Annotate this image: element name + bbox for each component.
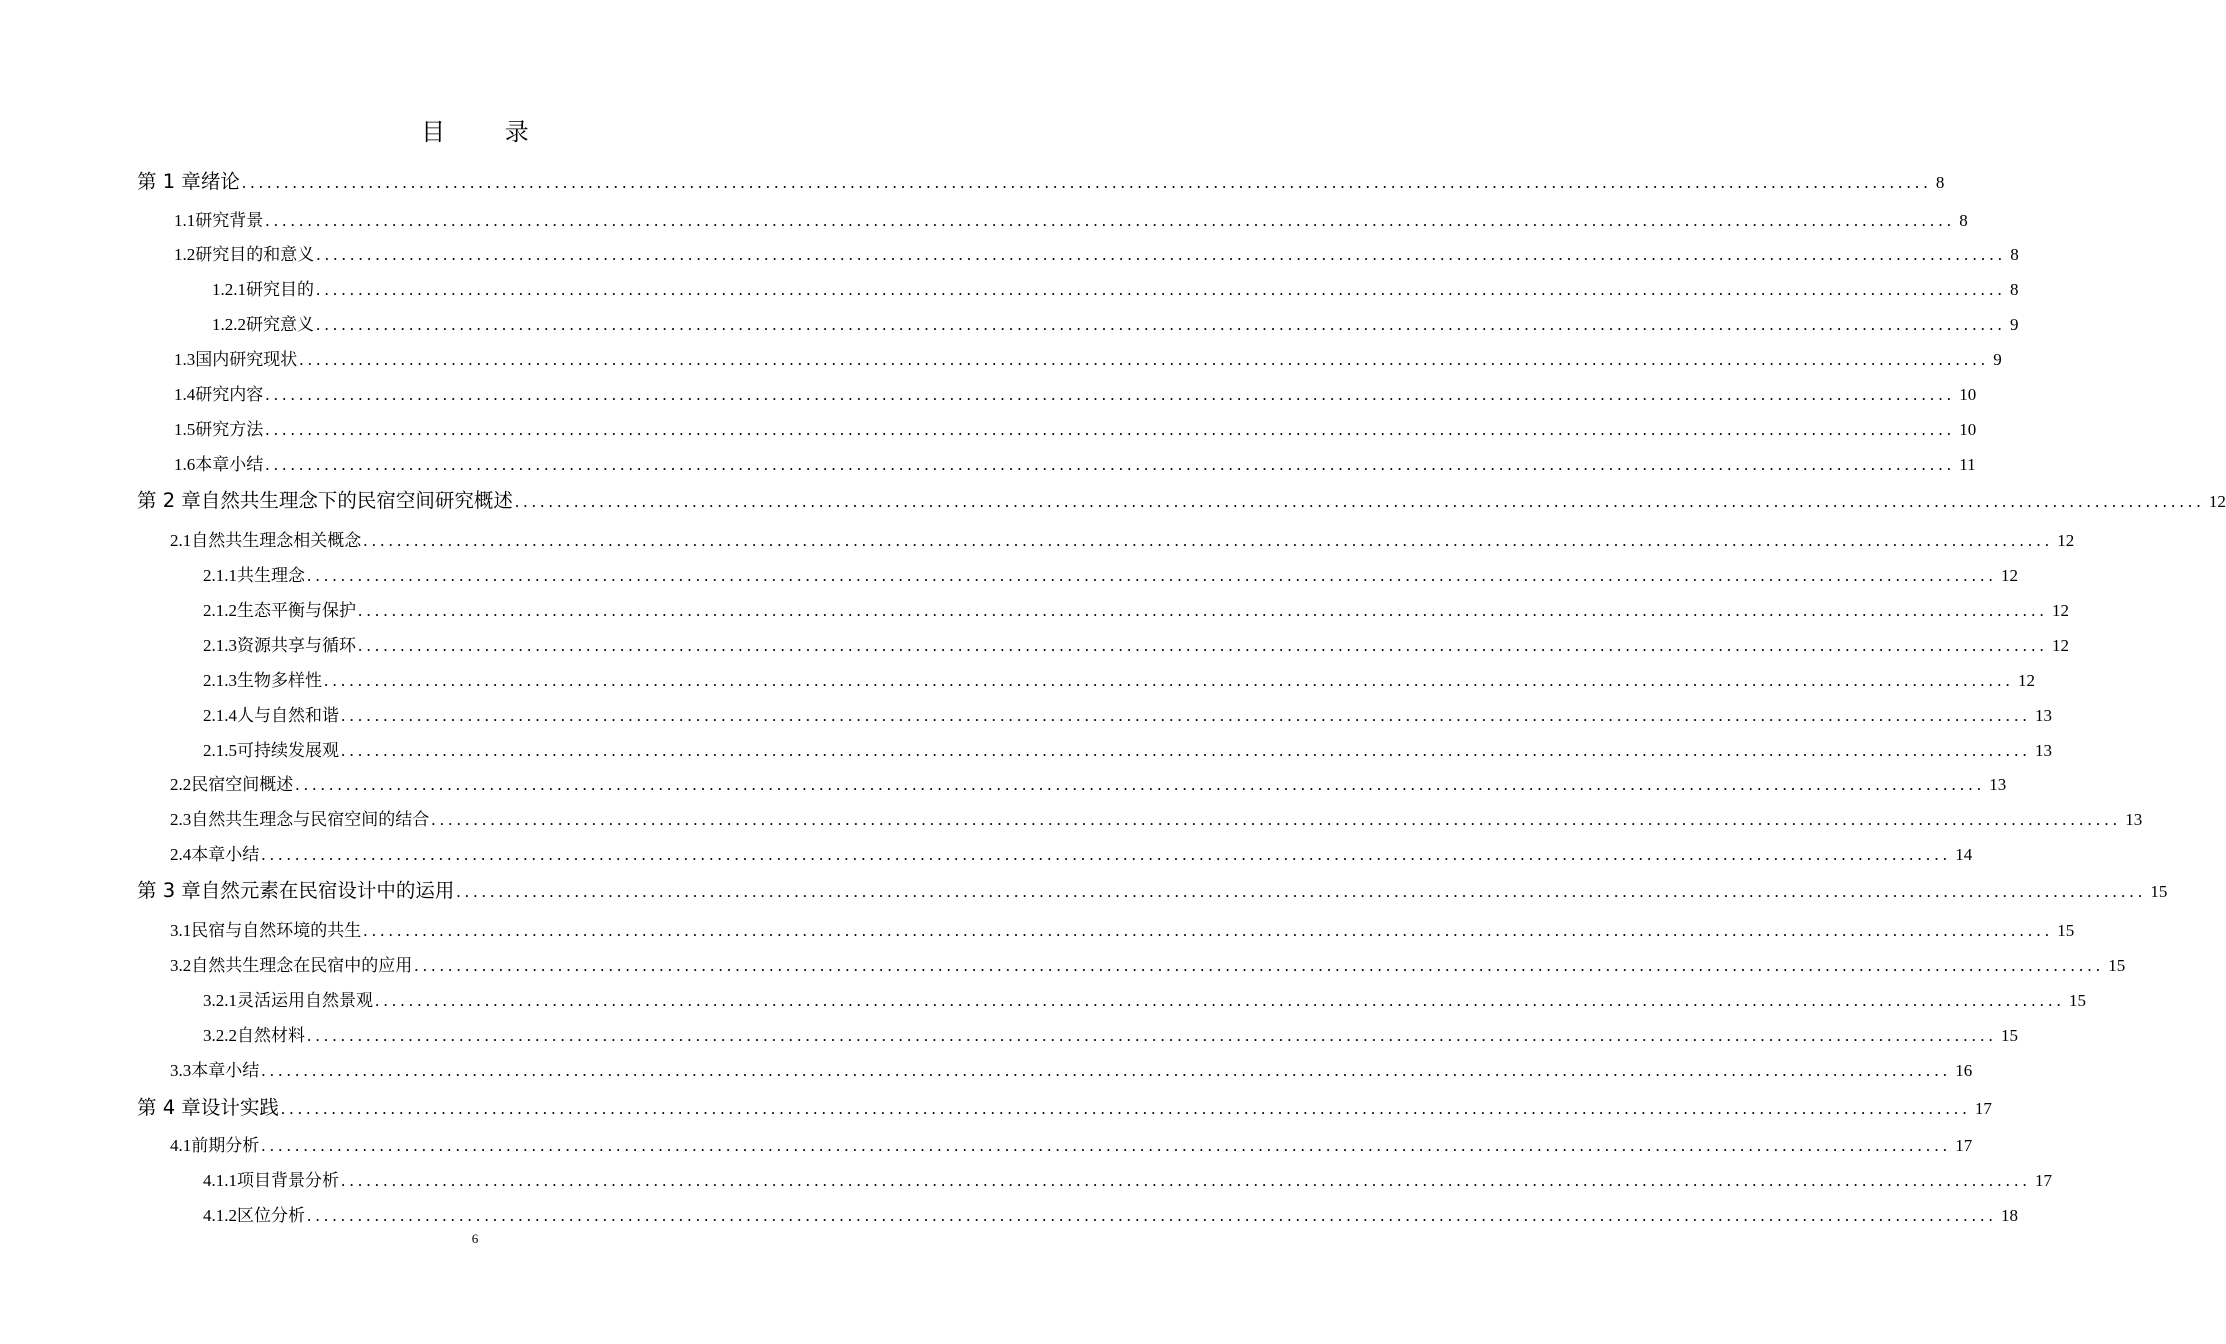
toc-page-number: 12 (2018, 671, 2035, 690)
toc-entry[interactable] (174, 415, 1977, 440)
toc-page-number: 8 (1959, 211, 1968, 230)
toc-entry[interactable] (170, 526, 2075, 551)
toc-entry[interactable] (212, 275, 2019, 300)
dot-leader: ........................................................................................................................................................................................................ (265, 385, 1956, 404)
toc-number: 2.1.3 (203, 636, 237, 655)
toc-label: 区位分析 (237, 1206, 305, 1225)
toc-label: 自然共生理念相关概念 (191, 531, 362, 550)
toc-entry[interactable] (203, 561, 2018, 586)
toc-number: 第 2 章 (137, 489, 201, 512)
toc-entry[interactable] (203, 1021, 2018, 1046)
dot-leader: ........................................................................................................................................................................................................ (316, 280, 2006, 299)
dot-leader: ........................................................................................................................................................................................................ (363, 531, 2054, 550)
toc-number: 1.3 (174, 350, 196, 369)
dot-leader: ........................................................................................................................................................................................................ (265, 420, 1956, 439)
toc-label: 项目背景分析 (237, 1171, 339, 1190)
toc-chapter[interactable] (137, 875, 2168, 903)
toc-number: 4.1 (170, 1136, 192, 1155)
toc-number: 4.1.2 (203, 1206, 237, 1225)
toc-label: 本章小结 (191, 845, 260, 864)
toc-label: 研究目的 (246, 280, 314, 299)
toc-page-number: 17 (1955, 1136, 1973, 1155)
dot-leader: ........................................................................................................................................................................................................ (241, 173, 1932, 192)
dot-leader: ........................................................................................................................................................................................................ (265, 455, 1956, 474)
dot-leader: ........................................................................................................................................................................................................ (514, 492, 2205, 511)
toc-number: 2.1.1 (203, 566, 237, 585)
toc-page-number: 13 (2035, 706, 2052, 725)
toc-entry[interactable] (170, 770, 2007, 795)
dot-leader: ........................................................................................................................................................................................................ (265, 211, 1956, 230)
toc-number: 2.1.5 (203, 741, 237, 760)
toc-entry[interactable] (203, 596, 2069, 621)
toc-entry[interactable] (170, 916, 2075, 941)
dot-leader: ........................................................................................................................................................................................................ (456, 882, 2147, 901)
toc-page-number: 15 (2150, 882, 2168, 901)
dot-leader: ........................................................................................................................................................................................................ (431, 810, 2122, 829)
dot-leader: ........................................................................................................................................................................................................ (261, 1061, 1952, 1080)
toc-page-number: 9 (2010, 315, 2019, 334)
toc-number: 3.1 (170, 921, 192, 940)
toc-entry[interactable] (203, 1201, 2018, 1226)
toc-page-number: 12 (2052, 636, 2069, 655)
dot-leader: ........................................................................................................................................................................................................ (261, 845, 1952, 864)
toc-chapter[interactable] (137, 166, 1945, 194)
toc-title: 目 录 (421, 118, 555, 146)
toc-page-number: 8 (2010, 280, 2019, 299)
dot-leader: ........................................................................................................................................................................................................ (358, 636, 2048, 655)
toc-page-number: 10 (1959, 385, 1977, 404)
toc-label: 人与自然和谐 (237, 706, 339, 725)
toc-label: 研究意义 (246, 315, 314, 334)
toc-entry[interactable] (170, 840, 1973, 865)
toc-number: 1.1 (174, 211, 196, 230)
toc-label: 民宿空间概述 (191, 775, 294, 794)
toc-label: 自然共生理念在民宿中的应用 (191, 956, 413, 975)
toc-page-number: 17 (2035, 1171, 2052, 1190)
toc-page-number: 10 (1959, 420, 1977, 439)
dot-leader: ........................................................................................................................................................................................................ (316, 245, 2007, 264)
toc-number: 2.3 (170, 810, 192, 829)
toc-number: 3.2 (170, 956, 192, 975)
toc-label: 前期分析 (191, 1136, 260, 1155)
toc-page-number: 13 (2125, 810, 2143, 829)
toc-chapter[interactable] (137, 485, 2226, 513)
toc-label: 生物多样性 (237, 671, 322, 690)
toc-label: 研究内容 (195, 385, 264, 404)
toc-page-number: 12 (2052, 601, 2069, 620)
toc-entry[interactable] (203, 666, 2035, 691)
toc-label: 绪论 (200, 170, 240, 193)
dot-leader: ........................................................................................................................................................................................................ (341, 741, 2031, 760)
toc-label: 本章小结 (191, 1061, 260, 1080)
dot-leader: ........................................................................................................................................................................................................ (414, 956, 2105, 975)
toc-number: 1.6 (174, 455, 196, 474)
toc-page-number: 12 (2001, 566, 2018, 585)
toc-label: 民宿与自然环境的共生 (191, 921, 362, 940)
toc-page-number: 15 (2069, 991, 2086, 1010)
dot-leader: ........................................................................................................................................................................................................ (341, 706, 2031, 725)
toc-entry[interactable] (174, 345, 2002, 370)
dot-leader: ........................................................................................................................................................................................................ (307, 566, 1997, 585)
toc-entry[interactable] (170, 1131, 1973, 1156)
toc-number: 1.2.2 (212, 315, 246, 334)
toc-number: 2.1.2 (203, 601, 237, 620)
toc-number: 3.2.1 (203, 991, 237, 1010)
toc-number: 1.5 (174, 420, 196, 439)
toc-chapter[interactable] (137, 1092, 1992, 1120)
toc-number: 2.1 (170, 531, 192, 550)
dot-leader: ........................................................................................................................................................................................................ (261, 1136, 1952, 1155)
toc-label: 本章小结 (195, 455, 264, 474)
toc-label: 研究背景 (195, 211, 264, 230)
toc-entry[interactable] (212, 310, 2019, 335)
toc-number: 第 4 章 (137, 1096, 201, 1119)
toc-number: 第 1 章 (137, 170, 201, 193)
toc-page-number: 14 (1955, 845, 1973, 864)
toc-entry[interactable] (203, 1166, 2052, 1191)
toc-number: 4.1.1 (203, 1171, 237, 1190)
dot-leader: ........................................................................................................................................................................................................ (341, 1171, 2031, 1190)
toc-page-number: 18 (2001, 1206, 2018, 1225)
toc-entry[interactable] (174, 240, 2019, 265)
toc-page-number: 11 (1959, 455, 1976, 474)
dot-leader: ........................................................................................................................................................................................................ (299, 350, 1990, 369)
dot-leader: ........................................................................................................................................................................................................ (363, 921, 2054, 940)
toc-entry[interactable] (203, 631, 2069, 656)
toc-number: 1.2 (174, 245, 196, 264)
toc-label: 共生理念 (237, 566, 305, 585)
toc-entry[interactable] (174, 450, 1976, 475)
toc-label: 自然元素在民宿设计中的运用 (200, 879, 455, 902)
dot-leader: ........................................................................................................................................................................................................ (324, 671, 2014, 690)
toc-entry[interactable] (174, 380, 1977, 405)
toc-page-number: 13 (1989, 775, 2007, 794)
toc-number: 1.2.1 (212, 280, 246, 299)
toc-label: 生态平衡与保护 (237, 601, 356, 620)
dot-leader: ........................................................................................................................................................................................................ (358, 601, 2048, 620)
dot-leader: ........................................................................................................................................................................................................ (295, 775, 1986, 794)
toc-page-number: 8 (1935, 173, 1945, 192)
toc-entry[interactable] (174, 206, 1968, 231)
dot-leader: ........................................................................................................................................................................................................ (307, 1206, 1997, 1225)
toc-entry[interactable] (170, 805, 2143, 830)
dot-leader: ........................................................................................................................................................................................................ (280, 1099, 1971, 1118)
page-number: 6 (471, 1231, 479, 1246)
toc-number: 2.2 (170, 775, 192, 794)
toc-page-number: 15 (2108, 956, 2126, 975)
toc-number: 2.1.4 (203, 706, 237, 725)
dot-leader: ........................................................................................................................................................................................................ (375, 991, 2065, 1010)
toc-entry[interactable] (203, 986, 2086, 1011)
dot-leader: ........................................................................................................................................................................................................ (307, 1026, 1997, 1045)
toc-entry[interactable] (203, 736, 2052, 761)
toc-label: 自然材料 (237, 1026, 305, 1045)
toc-page-number: 16 (1955, 1061, 1973, 1080)
toc-page-number: 9 (1993, 350, 2002, 369)
toc-page-number: 12 (2057, 531, 2075, 550)
toc-number: 3.3 (170, 1061, 192, 1080)
toc-page-number: 13 (2035, 741, 2052, 760)
toc-page-number: 17 (1974, 1099, 1992, 1118)
toc-page-number: 12 (2208, 492, 2226, 511)
toc-label: 设计实践 (200, 1096, 279, 1119)
toc-number: 3.2.2 (203, 1026, 237, 1045)
toc-entry[interactable] (203, 701, 2052, 726)
toc-label: 研究目的和意义 (195, 245, 315, 264)
toc-label: 灵活运用自然景观 (237, 991, 373, 1010)
toc-number: 第 3 章 (137, 879, 201, 902)
toc-number: 2.1.3 (203, 671, 237, 690)
toc-label: 可持续发展观 (237, 741, 339, 760)
toc-page-number: 15 (2057, 921, 2075, 940)
toc-label: 国内研究现状 (195, 350, 298, 369)
toc-entry[interactable] (170, 1056, 1973, 1081)
toc-number: 1.4 (174, 385, 196, 404)
dot-leader: ........................................................................................................................................................................................................ (316, 315, 2006, 334)
toc-label: 研究方法 (195, 420, 264, 439)
toc-label: 自然共生理念与民宿空间的结合 (191, 810, 430, 829)
toc-number: 2.4 (170, 845, 192, 864)
toc-page-number: 8 (2010, 245, 2019, 264)
toc-page-number: 15 (2001, 1026, 2018, 1045)
toc-label: 资源共享与循环 (237, 636, 356, 655)
toc-label: 自然共生理念下的民宿空间研究概述 (200, 489, 513, 512)
toc-entry[interactable] (170, 951, 2126, 976)
